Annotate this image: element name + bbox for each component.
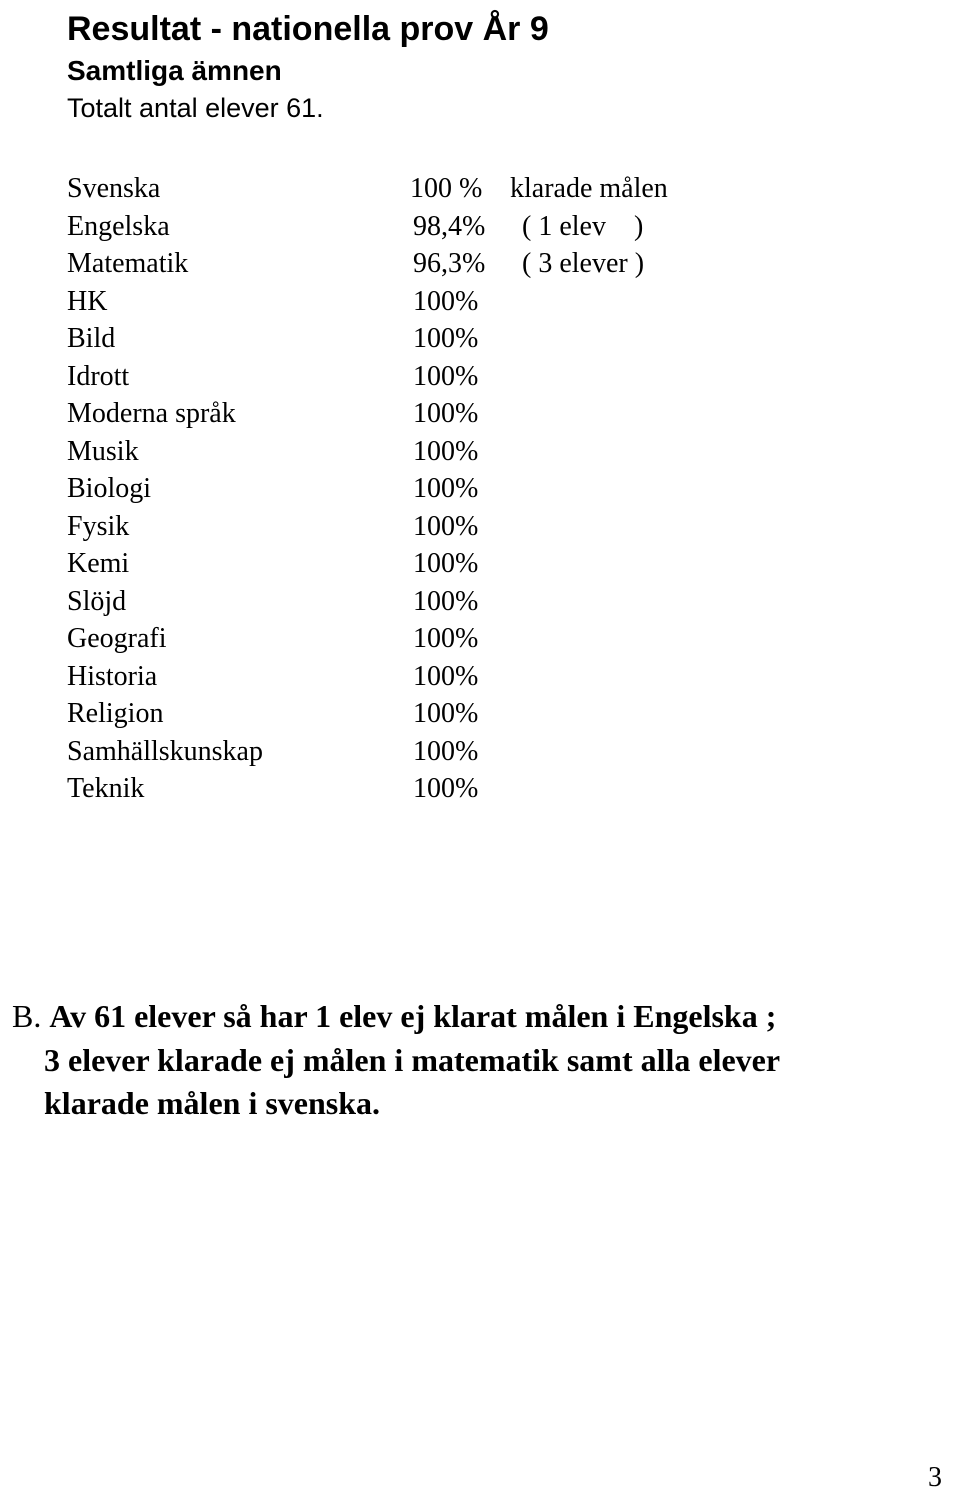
subject-name: Slöjd	[67, 585, 127, 617]
summary-text-1: Av 61 elever så har 1 elev ej klarat målen i Engelska ;	[49, 998, 777, 1034]
subject-percent: 100%	[413, 323, 479, 354]
summary-line-1	[12, 995, 947, 1039]
subject-percent: 100%	[413, 360, 479, 392]
summary-line-2: 3 elever klarade ej målen i matematik samt alla elever	[44, 1041, 781, 1078]
subject-percent: 100%	[413, 548, 479, 579]
page-subtitle: Samtliga ämnen	[67, 55, 282, 86]
subject-name: Kemi	[67, 548, 130, 579]
subject-name: Moderna språk	[67, 398, 236, 429]
subject-percent: 100%	[413, 773, 479, 804]
subject-name: Religion	[67, 698, 164, 729]
page-title: Resultat - nationella prov År 9	[67, 10, 549, 48]
subject-note: klarade målen	[510, 173, 668, 204]
subject-percent: 98,4%	[413, 210, 486, 242]
subject-percent: 100%	[413, 285, 479, 317]
subject-name: Matematik	[67, 248, 189, 279]
subject-name: Fysik	[67, 510, 130, 542]
subject-percent: 100%	[413, 510, 479, 542]
subject-percent: 100%	[413, 735, 479, 767]
subject-name: Biologi	[67, 473, 152, 504]
subject-percent: 96,3%	[413, 248, 486, 279]
subject-name: Engelska	[67, 210, 170, 242]
subject-name: Historia	[67, 660, 158, 692]
subject-percent: 100%	[413, 623, 479, 654]
subject-name: Svenska	[67, 173, 161, 204]
summary-paragraph	[12, 995, 947, 1126]
subject-name: Samhällskunskap	[67, 735, 263, 767]
subject-name: Geografi	[67, 623, 167, 654]
page-number: 3	[928, 1462, 942, 1493]
subject-note: ( 3 elever )	[522, 248, 645, 279]
subject-percent: 100%	[413, 698, 479, 729]
subject-percent: 100%	[413, 585, 479, 617]
document-header	[67, 6, 549, 126]
subject-percent: 100%	[413, 398, 479, 429]
subject-percent: 100%	[413, 660, 479, 692]
summary-label: B.	[12, 998, 42, 1034]
student-count: Totalt antal elever 61.	[67, 93, 324, 123]
subject-name: HK	[67, 285, 108, 317]
subject-name: Idrott	[67, 360, 130, 392]
subject-name: Teknik	[67, 773, 145, 804]
subject-percent: 100 %	[410, 173, 483, 204]
subject-name: Bild	[67, 323, 116, 354]
subject-name: Musik	[67, 435, 139, 467]
subject-percent: 100%	[413, 435, 479, 467]
summary-line-3: klarade målen i svenska.	[44, 1085, 381, 1121]
subject-percent: 100%	[413, 473, 479, 504]
subject-note: ( 1 elev )	[522, 210, 644, 242]
